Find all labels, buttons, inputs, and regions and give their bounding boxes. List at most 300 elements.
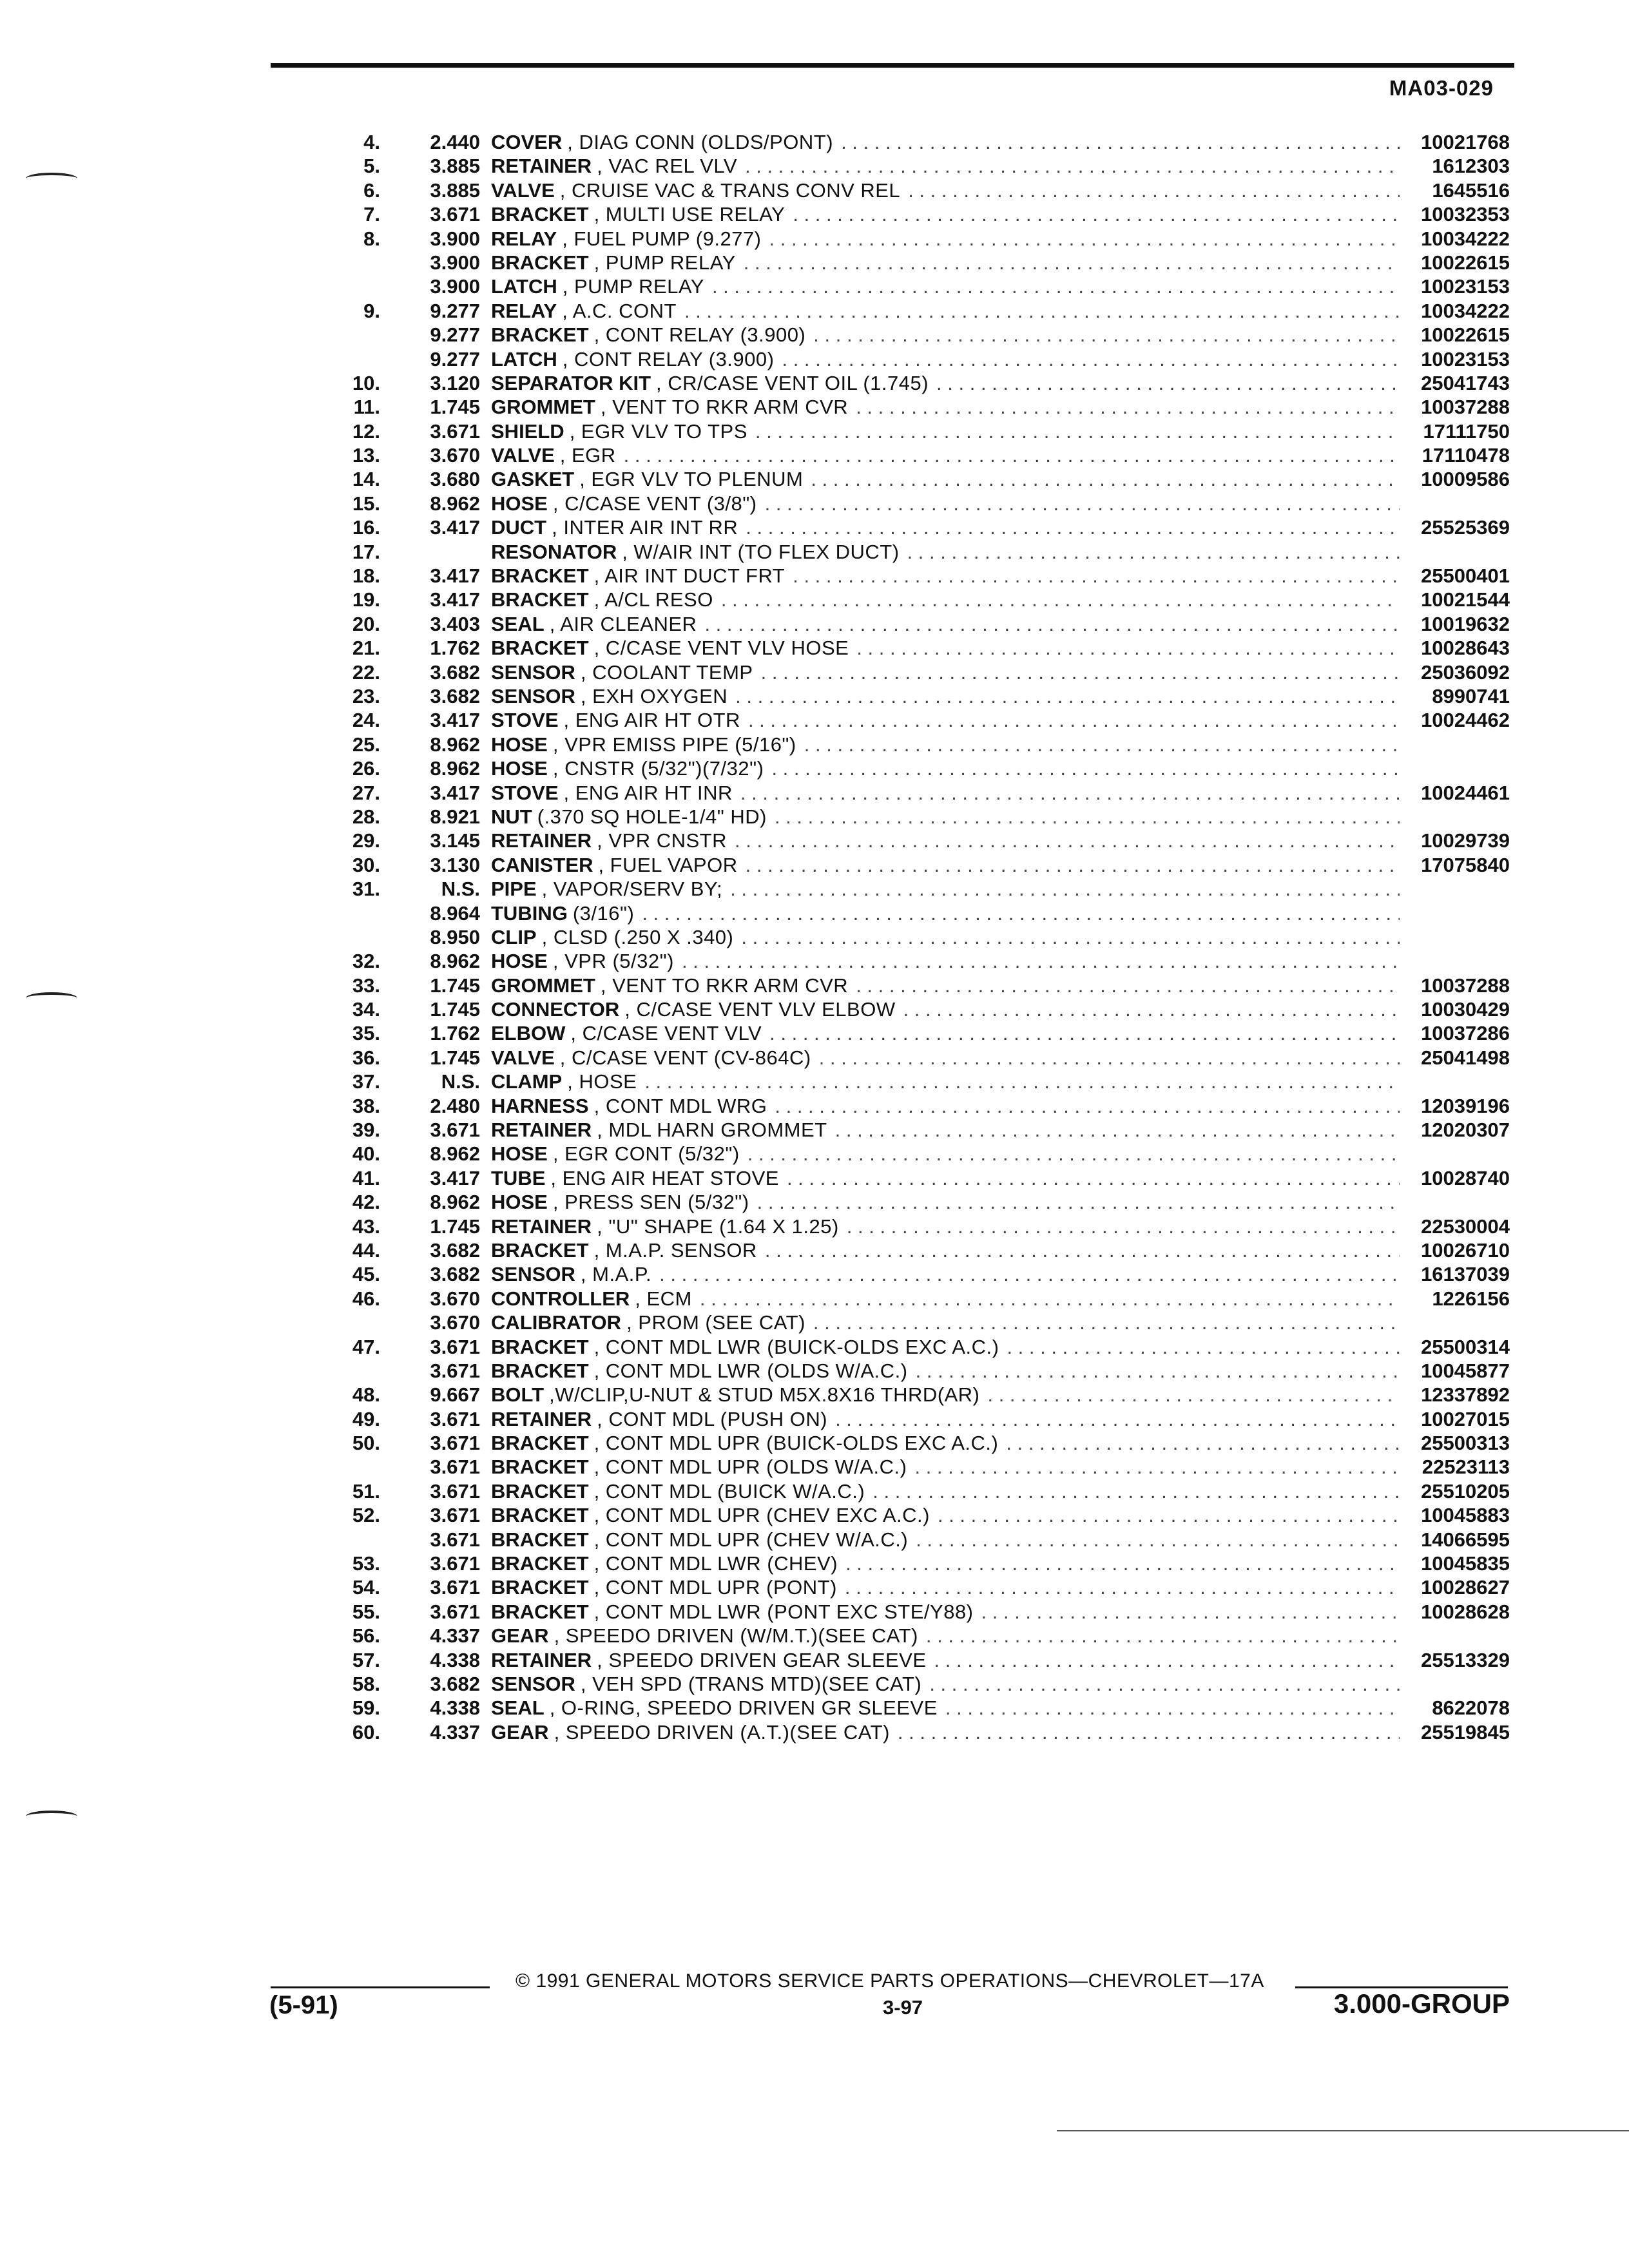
part-description bbox=[491, 251, 1400, 274]
part-description bbox=[491, 1021, 1400, 1045]
part-number: 25500314 bbox=[1421, 1335, 1510, 1358]
dot-leader bbox=[712, 274, 1400, 298]
parts-row bbox=[0, 1070, 1629, 1093]
part-detail: , EXH OXYGEN bbox=[580, 684, 728, 707]
part-description bbox=[491, 1142, 1400, 1166]
part-detail: , VEH SPD (TRANS MTD)(SEE CAT) bbox=[580, 1673, 922, 1695]
copyright-notice: © 1991 GENERAL MOTORS SERVICE PARTS OPERATIONS—CHEVROLET—17A bbox=[516, 1970, 1264, 1992]
part-description bbox=[491, 949, 1400, 973]
group-number: N.S. bbox=[441, 1070, 480, 1093]
part-description bbox=[491, 877, 1400, 901]
part-name: BRACKET bbox=[491, 1576, 589, 1599]
part-description bbox=[491, 1479, 1400, 1503]
group-number: 3.671 bbox=[430, 1479, 480, 1503]
group-number: 1.762 bbox=[430, 637, 480, 660]
part-description bbox=[491, 1118, 1400, 1142]
group-number: 8.962 bbox=[430, 1142, 480, 1166]
part-detail: , SPEEDO DRIVEN (W/M.T.)(SEE CAT) bbox=[554, 1624, 918, 1648]
parts-row bbox=[0, 1696, 1629, 1720]
item-number: 10. bbox=[352, 371, 380, 394]
dot-leader bbox=[782, 347, 1400, 371]
parts-row bbox=[0, 323, 1629, 347]
part-description bbox=[491, 1455, 1400, 1479]
item-number: 35. bbox=[352, 1022, 380, 1045]
group-number: 8.962 bbox=[430, 950, 480, 973]
parts-row bbox=[0, 1479, 1629, 1503]
part-number: 16137039 bbox=[1421, 1263, 1510, 1286]
part-description bbox=[491, 1624, 1400, 1648]
dot-leader bbox=[938, 1503, 1400, 1527]
parts-row bbox=[0, 877, 1629, 901]
part-description bbox=[491, 130, 1400, 154]
parts-row bbox=[0, 1455, 1629, 1479]
part-detail: , ENG AIR HT INR bbox=[563, 781, 733, 804]
part-name: CONNECTOR bbox=[491, 998, 620, 1021]
item-number: 57. bbox=[352, 1648, 380, 1671]
dot-leader bbox=[755, 419, 1400, 443]
parts-row bbox=[0, 540, 1629, 564]
part-detail: , FUEL PUMP (9.277) bbox=[562, 227, 762, 250]
part-description bbox=[491, 1720, 1400, 1744]
part-number: 25041743 bbox=[1421, 371, 1510, 394]
item-number: 52. bbox=[352, 1504, 380, 1527]
parts-row bbox=[0, 178, 1629, 202]
part-detail: , MULTI USE RELAY bbox=[593, 203, 786, 226]
part-detail: , EGR CONT (5/32") bbox=[552, 1142, 740, 1166]
part-description bbox=[491, 1552, 1400, 1575]
part-description bbox=[491, 1311, 1400, 1334]
parts-row bbox=[0, 805, 1629, 829]
group-number: 3.671 bbox=[430, 419, 480, 443]
part-number: 1226156 bbox=[1432, 1287, 1510, 1310]
part-name: RETAINER bbox=[491, 155, 592, 178]
dot-leader bbox=[856, 636, 1400, 660]
dot-leader bbox=[819, 1046, 1400, 1070]
part-detail: , HOSE bbox=[567, 1070, 637, 1093]
dot-leader bbox=[847, 1215, 1400, 1238]
part-name: VALVE bbox=[491, 178, 555, 202]
part-number: 10027015 bbox=[1421, 1407, 1510, 1430]
part-detail: , ENG AIR HT OTR bbox=[563, 709, 740, 732]
part-description bbox=[491, 997, 1400, 1021]
part-description bbox=[491, 1383, 1400, 1407]
group-number: 3.670 bbox=[430, 444, 480, 467]
item-number: 18. bbox=[352, 564, 380, 588]
group-number: 9.277 bbox=[430, 299, 480, 322]
parts-row bbox=[0, 1287, 1629, 1311]
parts-row bbox=[0, 130, 1629, 154]
group-number: 1.762 bbox=[430, 1022, 480, 1045]
dot-leader bbox=[735, 829, 1400, 852]
part-name: HOSE bbox=[491, 757, 548, 780]
dot-leader bbox=[981, 1600, 1400, 1624]
parts-row bbox=[0, 395, 1629, 419]
group-number: 3.682 bbox=[430, 1238, 480, 1262]
part-detail: , VAPOR/SERV BY; bbox=[541, 878, 723, 901]
part-detail: (3/16") bbox=[572, 901, 635, 925]
group-number: 3.671 bbox=[430, 1504, 480, 1527]
parts-row bbox=[0, 949, 1629, 973]
parts-row bbox=[0, 1142, 1629, 1166]
part-detail: , INTER AIR INT RR bbox=[552, 516, 738, 539]
part-name: BRACKET bbox=[491, 1600, 589, 1623]
part-description bbox=[491, 805, 1400, 829]
part-detail: , VENT TO RKR ARM CVR bbox=[600, 974, 849, 997]
part-name: SEAL bbox=[491, 612, 545, 635]
item-number: 45. bbox=[352, 1263, 380, 1286]
part-description bbox=[491, 395, 1400, 419]
part-name: HOSE bbox=[491, 1191, 548, 1214]
group-number: 3.671 bbox=[430, 1600, 480, 1623]
item-number: 7. bbox=[363, 203, 380, 226]
parts-row bbox=[0, 1190, 1629, 1214]
part-number: 10032353 bbox=[1421, 203, 1510, 226]
part-description bbox=[491, 540, 1400, 564]
group-number: 3.671 bbox=[430, 1432, 480, 1455]
part-number: 10023153 bbox=[1421, 347, 1510, 370]
part-name: SHIELD bbox=[491, 419, 564, 443]
part-detail: , CONT MDL WRG bbox=[593, 1094, 767, 1117]
part-name: RELAY bbox=[491, 227, 557, 250]
group-number: 4.338 bbox=[430, 1696, 480, 1720]
part-description bbox=[491, 1262, 1400, 1286]
part-detail: , A.C. CONT bbox=[562, 299, 677, 322]
group-number: 8.921 bbox=[430, 805, 480, 828]
part-detail: , AIR INT DUCT FRT bbox=[593, 564, 786, 588]
item-number: 42. bbox=[352, 1191, 380, 1214]
group-number: 3.671 bbox=[430, 1335, 480, 1358]
part-name: BRACKET bbox=[491, 1335, 589, 1358]
group-number: 1.745 bbox=[430, 1215, 480, 1238]
item-number: 14. bbox=[352, 468, 380, 491]
part-number: 10028643 bbox=[1421, 637, 1510, 660]
part-description bbox=[491, 347, 1400, 371]
parts-row bbox=[0, 1311, 1629, 1334]
part-name: SEPARATOR KIT bbox=[491, 371, 651, 394]
part-name: VALVE bbox=[491, 1046, 555, 1069]
part-description bbox=[491, 660, 1400, 684]
item-number: 13. bbox=[352, 444, 380, 467]
part-detail: , CONT MDL (PUSH ON) bbox=[597, 1407, 828, 1430]
part-detail: , ENG AIR HEAT STOVE bbox=[550, 1166, 779, 1189]
group-number: 9.277 bbox=[430, 347, 480, 370]
part-detail: , VENT TO RKR ARM CVR bbox=[600, 396, 849, 419]
item-number: 15. bbox=[352, 492, 380, 515]
dot-leader bbox=[945, 1696, 1400, 1720]
group-number: 3.671 bbox=[430, 1407, 480, 1430]
part-number: 10037286 bbox=[1421, 1022, 1510, 1045]
item-number: 37. bbox=[352, 1070, 380, 1093]
item-number: 25. bbox=[352, 733, 380, 756]
item-number: 27. bbox=[352, 781, 380, 804]
group-number: N.S. bbox=[441, 878, 480, 901]
parts-row bbox=[0, 756, 1629, 780]
parts-row bbox=[0, 636, 1629, 660]
group-number: 3.670 bbox=[430, 1287, 480, 1310]
part-detail: , CONT MDL LWR (PONT EXC STE/Y88) bbox=[593, 1600, 974, 1623]
dot-leader bbox=[769, 227, 1400, 251]
dot-leader bbox=[916, 1359, 1400, 1383]
group-number: 3.403 bbox=[430, 612, 480, 635]
parts-row bbox=[0, 901, 1629, 925]
dot-leader bbox=[813, 323, 1400, 347]
part-name: BRACKET bbox=[491, 203, 589, 226]
part-name: STOVE bbox=[491, 709, 559, 732]
parts-row bbox=[0, 274, 1629, 298]
part-name: TUBE bbox=[491, 1166, 546, 1189]
item-number: 48. bbox=[352, 1383, 380, 1407]
part-detail: , SPEEDO DRIVEN GEAR SLEEVE bbox=[597, 1648, 927, 1671]
parts-row bbox=[0, 419, 1629, 443]
group-number: 1.745 bbox=[430, 974, 480, 997]
part-detail: , VPR CNSTR bbox=[597, 829, 728, 852]
group-number: 3.900 bbox=[430, 227, 480, 250]
parts-row bbox=[0, 564, 1629, 588]
part-number: 10024462 bbox=[1421, 709, 1510, 732]
item-number: 11. bbox=[353, 396, 380, 419]
part-detail: , CONT MDL LWR (CHEV) bbox=[593, 1552, 838, 1575]
part-description bbox=[491, 274, 1400, 298]
parts-row bbox=[0, 1359, 1629, 1383]
part-number: 10021768 bbox=[1421, 131, 1510, 153]
parts-row bbox=[0, 492, 1629, 515]
part-name: RETAINER bbox=[491, 1119, 592, 1142]
dot-leader bbox=[746, 515, 1400, 539]
part-description bbox=[491, 612, 1400, 636]
part-name: BRACKET bbox=[491, 323, 589, 347]
dot-leader bbox=[856, 974, 1400, 997]
part-detail: , W/AIR INT (TO FLEX DUCT) bbox=[622, 540, 900, 563]
part-detail: , M.A.P. bbox=[580, 1263, 652, 1286]
part-description bbox=[491, 1648, 1400, 1672]
part-detail: , EGR bbox=[559, 444, 616, 467]
dot-leader bbox=[914, 1455, 1400, 1479]
part-detail: , PROM (SEE CAT) bbox=[626, 1311, 805, 1334]
part-number: 10021544 bbox=[1421, 588, 1510, 611]
part-description bbox=[491, 1287, 1400, 1311]
group-number: 4.337 bbox=[430, 1720, 480, 1744]
dot-leader bbox=[771, 756, 1400, 780]
dot-leader bbox=[856, 395, 1400, 419]
part-description bbox=[491, 371, 1400, 395]
group-number: 3.900 bbox=[430, 251, 480, 274]
group-number: 8.962 bbox=[430, 757, 480, 780]
group-number: 3.885 bbox=[430, 155, 480, 178]
group-number: 2.440 bbox=[430, 131, 480, 153]
group-number: 3.417 bbox=[430, 516, 480, 539]
parts-row bbox=[0, 684, 1629, 708]
part-detail: , AIR CLEANER bbox=[549, 612, 697, 635]
parts-row bbox=[0, 154, 1629, 178]
dot-leader bbox=[704, 612, 1400, 636]
part-name: HOSE bbox=[491, 950, 548, 973]
part-detail: , C/CASE VENT (CV-864C) bbox=[559, 1046, 811, 1069]
group-number: 2.480 bbox=[430, 1094, 480, 1117]
item-number: 43. bbox=[352, 1215, 380, 1238]
part-name: HOSE bbox=[491, 733, 548, 756]
parts-row bbox=[0, 1552, 1629, 1575]
group-number: 3.682 bbox=[430, 1263, 480, 1286]
part-number: 10024461 bbox=[1421, 781, 1510, 804]
parts-row bbox=[0, 1503, 1629, 1527]
part-name: STOVE bbox=[491, 781, 559, 804]
item-number: 8. bbox=[363, 227, 380, 250]
item-number: 53. bbox=[352, 1552, 380, 1575]
item-number: 32. bbox=[352, 950, 380, 973]
part-name: NUT bbox=[491, 805, 532, 828]
part-description bbox=[491, 419, 1400, 443]
part-name: BRACKET bbox=[491, 1552, 589, 1575]
part-name: BRACKET bbox=[491, 1504, 589, 1527]
part-description bbox=[491, 1600, 1400, 1624]
part-description bbox=[491, 925, 1400, 949]
group-number: 3.900 bbox=[430, 275, 480, 298]
part-number: 10022615 bbox=[1421, 251, 1510, 274]
item-number: 41. bbox=[352, 1166, 380, 1189]
dot-leader bbox=[987, 1383, 1400, 1407]
part-number: 10019632 bbox=[1421, 612, 1510, 635]
dot-leader bbox=[813, 1311, 1400, 1334]
part-name: BRACKET bbox=[491, 1479, 589, 1503]
part-detail: , CONT MDL UPR (PONT) bbox=[593, 1576, 837, 1599]
part-description bbox=[491, 515, 1400, 539]
part-name: BRACKET bbox=[491, 1238, 589, 1262]
part-detail: , MDL HARN GROMMET bbox=[597, 1119, 827, 1142]
item-number: 23. bbox=[352, 684, 380, 707]
dot-leader bbox=[740, 781, 1400, 805]
part-number: 25513329 bbox=[1421, 1648, 1510, 1671]
part-detail: , PUMP RELAY bbox=[562, 275, 704, 298]
parts-row bbox=[0, 1575, 1629, 1599]
dot-leader bbox=[624, 443, 1400, 467]
part-number: 25036092 bbox=[1421, 660, 1510, 684]
group-number: 8.962 bbox=[430, 733, 480, 756]
parts-row bbox=[0, 515, 1629, 539]
item-number: 20. bbox=[352, 612, 380, 635]
part-detail: , EGR VLV TO PLENUM bbox=[579, 468, 804, 491]
dot-leader bbox=[744, 251, 1400, 274]
part-description bbox=[491, 829, 1400, 852]
parts-row bbox=[0, 1335, 1629, 1359]
group-number: 3.670 bbox=[430, 1311, 480, 1334]
dot-leader bbox=[757, 1190, 1400, 1214]
part-name: GEAR bbox=[491, 1720, 549, 1744]
group-number: 1.745 bbox=[430, 998, 480, 1021]
item-number: 58. bbox=[352, 1673, 380, 1695]
part-description bbox=[491, 1431, 1400, 1455]
parts-row bbox=[0, 853, 1629, 877]
dot-leader bbox=[682, 949, 1400, 973]
dot-leader bbox=[787, 1166, 1400, 1190]
parts-row bbox=[0, 467, 1629, 491]
part-detail: , CRUISE VAC & TRANS CONV REL bbox=[559, 178, 901, 202]
parts-row bbox=[0, 1118, 1629, 1142]
parts-row bbox=[0, 829, 1629, 852]
parts-row bbox=[0, 299, 1629, 323]
item-number: 55. bbox=[352, 1600, 380, 1623]
group-number: 9.277 bbox=[430, 323, 480, 347]
part-description bbox=[491, 564, 1400, 588]
parts-row bbox=[0, 1383, 1629, 1407]
part-number: 10022615 bbox=[1421, 323, 1510, 347]
part-description bbox=[491, 1070, 1400, 1093]
part-name: HOSE bbox=[491, 1142, 548, 1166]
part-detail: , CONT MDL LWR (BUICK-OLDS EXC A.C.) bbox=[593, 1335, 999, 1358]
dot-leader bbox=[804, 733, 1400, 756]
part-description bbox=[491, 756, 1400, 780]
part-number: 12020307 bbox=[1421, 1119, 1510, 1142]
part-description bbox=[491, 323, 1400, 347]
parts-row bbox=[0, 227, 1629, 251]
item-number: 24. bbox=[352, 709, 380, 732]
part-number: 10028627 bbox=[1421, 1576, 1510, 1599]
group-number: 3.885 bbox=[430, 178, 480, 202]
item-number: 4. bbox=[363, 131, 380, 153]
part-detail: , CR/CASE VENT OIL (1.745) bbox=[656, 371, 929, 394]
group-number: 1.745 bbox=[430, 1046, 480, 1069]
part-name: SENSOR bbox=[491, 1263, 575, 1286]
margin-mark bbox=[26, 1811, 77, 1822]
top-rule bbox=[271, 63, 1514, 68]
part-detail: , O-RING, SPEEDO DRIVEN GR SLEEVE bbox=[549, 1696, 938, 1720]
dot-leader bbox=[730, 877, 1400, 901]
part-description bbox=[491, 1094, 1400, 1118]
part-description bbox=[491, 708, 1400, 732]
part-description bbox=[491, 492, 1400, 515]
part-name: RELAY bbox=[491, 299, 557, 322]
part-number: 10023153 bbox=[1421, 275, 1510, 298]
group-number: 3.682 bbox=[430, 684, 480, 707]
group-code: 3.000-GROUP bbox=[1333, 1988, 1510, 2019]
parts-row bbox=[0, 612, 1629, 636]
part-number: 10037288 bbox=[1421, 974, 1510, 997]
part-description bbox=[491, 1528, 1400, 1552]
part-detail: , VAC REL VLV bbox=[597, 155, 737, 178]
dot-leader bbox=[765, 1238, 1400, 1262]
part-number: 17110478 bbox=[1422, 444, 1510, 467]
group-number: 3.682 bbox=[430, 1673, 480, 1695]
part-detail: , SPEEDO DRIVEN (A.T.)(SEE CAT) bbox=[554, 1720, 890, 1744]
part-description bbox=[491, 1359, 1400, 1383]
part-description bbox=[491, 636, 1400, 660]
part-number: 10009586 bbox=[1421, 468, 1510, 491]
part-detail: , CONT MDL UPR (CHEV W/A.C.) bbox=[593, 1528, 909, 1551]
part-name: BRACKET bbox=[491, 1456, 589, 1479]
item-number: 28. bbox=[352, 805, 380, 828]
group-number: 4.337 bbox=[430, 1624, 480, 1648]
parts-row bbox=[0, 1238, 1629, 1262]
part-number: 25510205 bbox=[1421, 1479, 1510, 1503]
item-number: 46. bbox=[352, 1287, 380, 1310]
item-number: 47. bbox=[352, 1335, 380, 1358]
part-detail: , DIAG CONN (OLDS/PONT) bbox=[567, 131, 834, 153]
part-description bbox=[491, 1575, 1400, 1599]
part-detail: , CONT MDL (BUICK W/A.C.) bbox=[593, 1479, 865, 1503]
part-name: SENSOR bbox=[491, 660, 575, 684]
item-number: 39. bbox=[352, 1119, 380, 1142]
parts-row bbox=[0, 925, 1629, 949]
part-name: SENSOR bbox=[491, 1673, 575, 1695]
part-number: 10037288 bbox=[1421, 396, 1510, 419]
part-number: 12337892 bbox=[1421, 1383, 1510, 1407]
group-number: 1.745 bbox=[430, 396, 480, 419]
parts-row bbox=[0, 1166, 1629, 1190]
dot-leader bbox=[908, 178, 1400, 202]
item-number: 9. bbox=[363, 299, 380, 322]
dot-leader bbox=[746, 853, 1400, 877]
dot-leader bbox=[793, 202, 1400, 226]
part-number: 10028740 bbox=[1421, 1166, 1510, 1189]
